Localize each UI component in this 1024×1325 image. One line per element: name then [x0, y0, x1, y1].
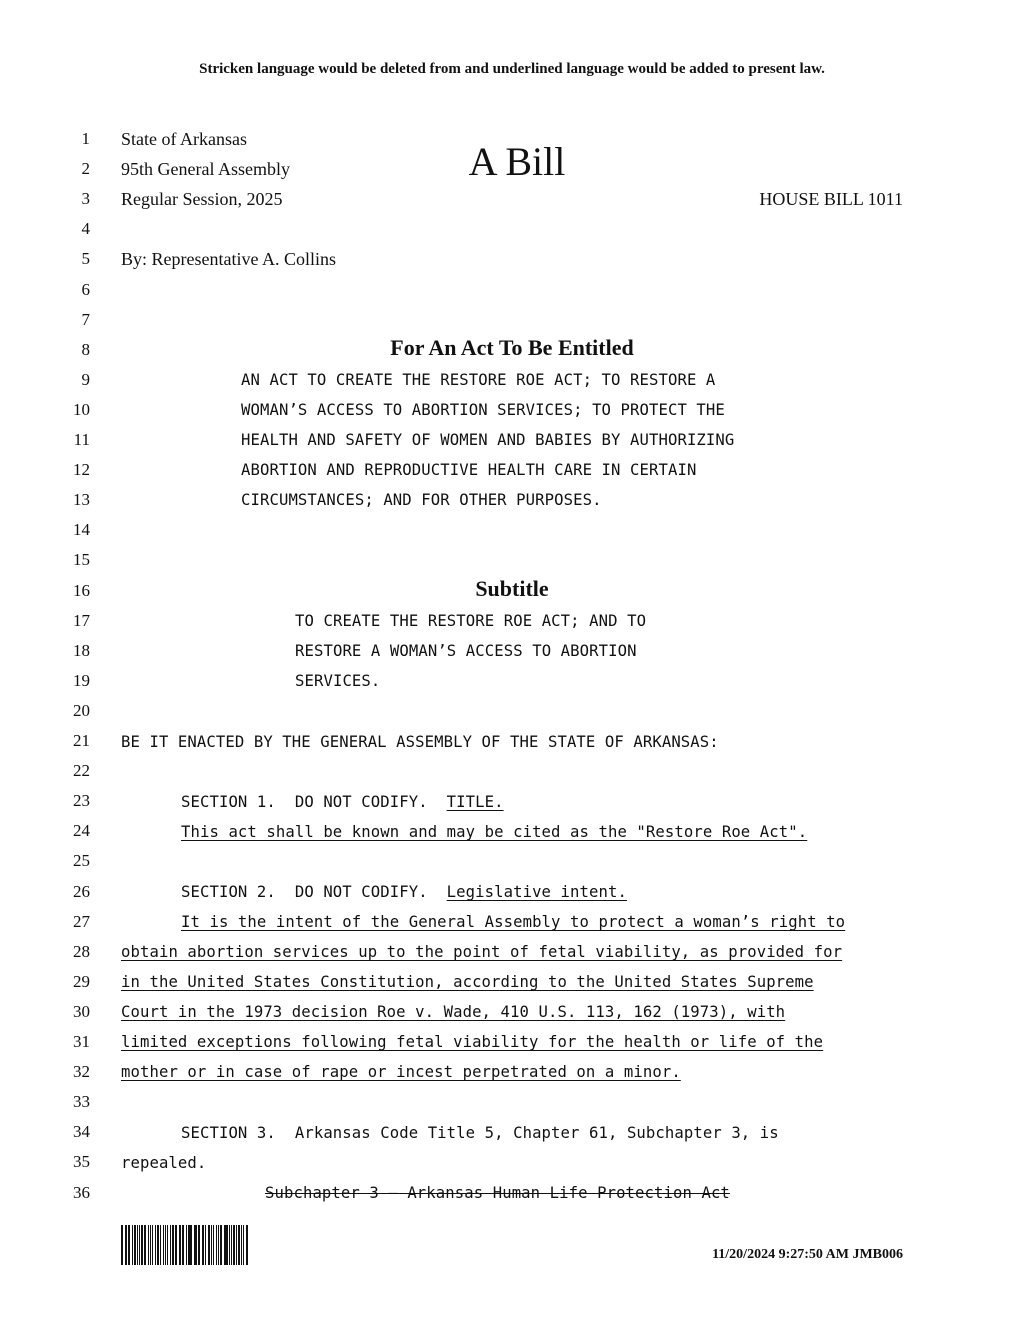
barcode-bar [141, 1225, 143, 1265]
barcode-bar [128, 1225, 130, 1265]
line-number: 24 [73, 821, 90, 841]
barcode-bar [216, 1225, 217, 1265]
barcode-bar [148, 1225, 149, 1265]
line-number: 35 [73, 1152, 90, 1172]
subtitle-heading: Subtitle [475, 576, 549, 601]
line-number: 32 [73, 1062, 90, 1082]
barcode-bar [179, 1225, 180, 1265]
subtitle-line: SERVICES. [295, 672, 381, 690]
barcode-bar [203, 1225, 204, 1265]
section-1-text: This act shall be known and may be cited as the "Restore Roe Act". [181, 823, 808, 841]
barcode-bar [205, 1225, 206, 1265]
section-3-text-cont: repealed. [121, 1154, 207, 1172]
barcode-bar [225, 1225, 227, 1265]
subtitle-line: RESTORE A WOMAN’S ACCESS TO ABORTION [295, 642, 637, 660]
entitled-heading: For An Act To Be Entitled [390, 335, 634, 360]
line-number: 16 [73, 580, 90, 600]
line-number: 6 [81, 279, 90, 299]
barcode-bar [241, 1225, 242, 1265]
barcode-bar [121, 1225, 123, 1265]
act-title-line: ABORTION AND REPRODUCTIVE HEALTH CARE IN CERTAIN [241, 461, 697, 479]
line-number: 2 [81, 159, 90, 179]
barcode-bar [189, 1225, 191, 1265]
line-number: 3 [81, 189, 90, 209]
stricken-subchapter-heading: Subchapter 3 — Arkansas Human Life Protection Act [265, 1184, 730, 1202]
line-number: 9 [81, 369, 90, 389]
line-number: 13 [73, 490, 90, 510]
barcode-bar [238, 1225, 240, 1265]
line-number: 12 [73, 460, 90, 480]
barcode-bar [229, 1225, 230, 1265]
line-number: 4 [81, 219, 90, 239]
barcode-bar [194, 1225, 195, 1265]
barcode-bar [126, 1225, 127, 1265]
barcode-bar [243, 1225, 244, 1265]
line-number: 27 [73, 911, 90, 931]
line-number: 25 [73, 851, 90, 871]
line-number: 5 [81, 249, 90, 269]
section-2-title: Legislative intent. [446, 883, 627, 901]
barcode-bar [195, 1225, 197, 1265]
line-number: 14 [73, 520, 90, 540]
line-number: 28 [73, 941, 90, 961]
barcode-bar [218, 1225, 219, 1265]
line-number: 7 [81, 309, 90, 329]
general-assembly: 95th General Assembly [121, 159, 290, 179]
line-number: 21 [73, 731, 90, 750]
enacting-clause: BE IT ENACTED BY THE GENERAL ASSEMBLY OF THE STATE OF ARKANSAS: [121, 733, 719, 751]
line-number: 1 [81, 129, 90, 148]
barcode-bar [188, 1225, 189, 1265]
barcode-bar [236, 1225, 237, 1265]
barcode-bar [231, 1225, 232, 1265]
barcode-bar [186, 1225, 187, 1265]
line-number: 30 [73, 1001, 90, 1021]
barcode-bar [233, 1225, 235, 1265]
line-number: 11 [73, 430, 90, 449]
barcode-bar [144, 1225, 146, 1265]
section-2-text-line: mother or in case of rape or incest perpetrated on a minor. [121, 1063, 681, 1081]
barcode-bar [198, 1225, 200, 1265]
barcode-bar [211, 1225, 212, 1265]
act-title-line: HEALTH AND SAFETY OF WOMEN AND BABIES BY AUTHORIZING [241, 431, 735, 449]
barcode-bar [172, 1225, 174, 1265]
line-number: 36 [73, 1182, 90, 1202]
barcode-icon [121, 1225, 249, 1265]
barcode-bar [125, 1225, 126, 1265]
barcode-bar [208, 1225, 210, 1265]
line-number: 19 [73, 670, 90, 690]
line-number: 29 [73, 971, 90, 991]
barcode-bar [150, 1225, 151, 1265]
section-2-text-line: obtain abortion services up to the point of fetal viability, as provided for [121, 943, 843, 961]
barcode-bar [220, 1225, 222, 1265]
barcode-bar [134, 1225, 136, 1265]
act-title-line: AN ACT TO CREATE THE RESTORE ROE ACT; TO RESTORE A [241, 371, 716, 389]
section-1-title: TITLE. [446, 793, 504, 811]
state-name: State of Arkansas [121, 129, 247, 149]
barcode-bar [202, 1225, 203, 1265]
subtitle-line: TO CREATE THE RESTORE ROE ACT; AND TO [295, 612, 647, 630]
barcode-bar [170, 1225, 171, 1265]
barcode-bar [132, 1225, 133, 1265]
session: Regular Session, 2025 [121, 189, 283, 209]
document-stamp: 11/20/2024 9:27:50 AM JMB006 [712, 1247, 903, 1262]
barcode-bar [160, 1225, 161, 1265]
line-number: 20 [73, 700, 90, 720]
line-number: 31 [73, 1032, 90, 1051]
line-number: 8 [81, 339, 90, 359]
barcode-bar [180, 1225, 181, 1265]
section-2-label: SECTION 2. DO NOT CODIFY. [181, 883, 447, 901]
line-number: 17 [73, 610, 90, 630]
barcode-bar [139, 1225, 140, 1265]
sponsor: By: Representative A. Collins [121, 249, 336, 269]
line-number: 26 [73, 881, 90, 901]
barcode-bar [167, 1225, 168, 1265]
section-1-heading [181, 791, 504, 813]
line-number: 34 [73, 1122, 90, 1142]
barcode-bar [157, 1225, 159, 1265]
section-2-text-line: Court in the 1973 decision Roe v. Wade, 410 U.S. 113, 162 (1973), with [121, 1003, 786, 1021]
line-number: 33 [73, 1092, 90, 1112]
barcode-bar [175, 1225, 177, 1265]
line-number: 15 [73, 550, 90, 570]
barcode-bar [224, 1225, 225, 1265]
act-title-line: CIRCUMSTANCES; AND FOR OTHER PURPOSES. [241, 491, 602, 509]
barcode-bar [213, 1225, 215, 1265]
doc-title: A Bill [468, 139, 566, 184]
barcode-bar [155, 1225, 156, 1265]
line-number: 10 [73, 399, 90, 419]
line-number: 18 [73, 640, 90, 660]
section-2-text-line: It is the intent of the General Assembly to protect a woman’s right to [181, 913, 846, 931]
barcode-bar [246, 1225, 248, 1265]
barcode-bar [163, 1225, 164, 1265]
section-2-text-line: limited exceptions following fetal viability for the health or life of the [121, 1033, 824, 1051]
barcode-bar [165, 1225, 167, 1265]
act-title-line: WOMAN’S ACCESS TO ABORTION SERVICES; TO PROTECT THE [241, 401, 725, 419]
section-2-text-line: in the United States Constitution, according to the United States Supreme [121, 973, 814, 991]
section-3-text: SECTION 3. Arkansas Code Title 5, Chapter 61, Subchapter 3, is [181, 1124, 779, 1142]
line-number: 22 [73, 761, 90, 781]
barcode-bar [152, 1225, 154, 1265]
bill-number: HOUSE BILL 1011 [759, 189, 903, 209]
section-2-heading [181, 881, 627, 903]
barcode-bar [137, 1225, 138, 1265]
line-number: 23 [73, 791, 90, 811]
section-1-label: SECTION 1. DO NOT CODIFY. [181, 793, 447, 811]
barcode-bar [182, 1225, 184, 1265]
strike-underline-notice: Stricken language would be deleted from and underlined language would be added to present law. [199, 61, 825, 77]
